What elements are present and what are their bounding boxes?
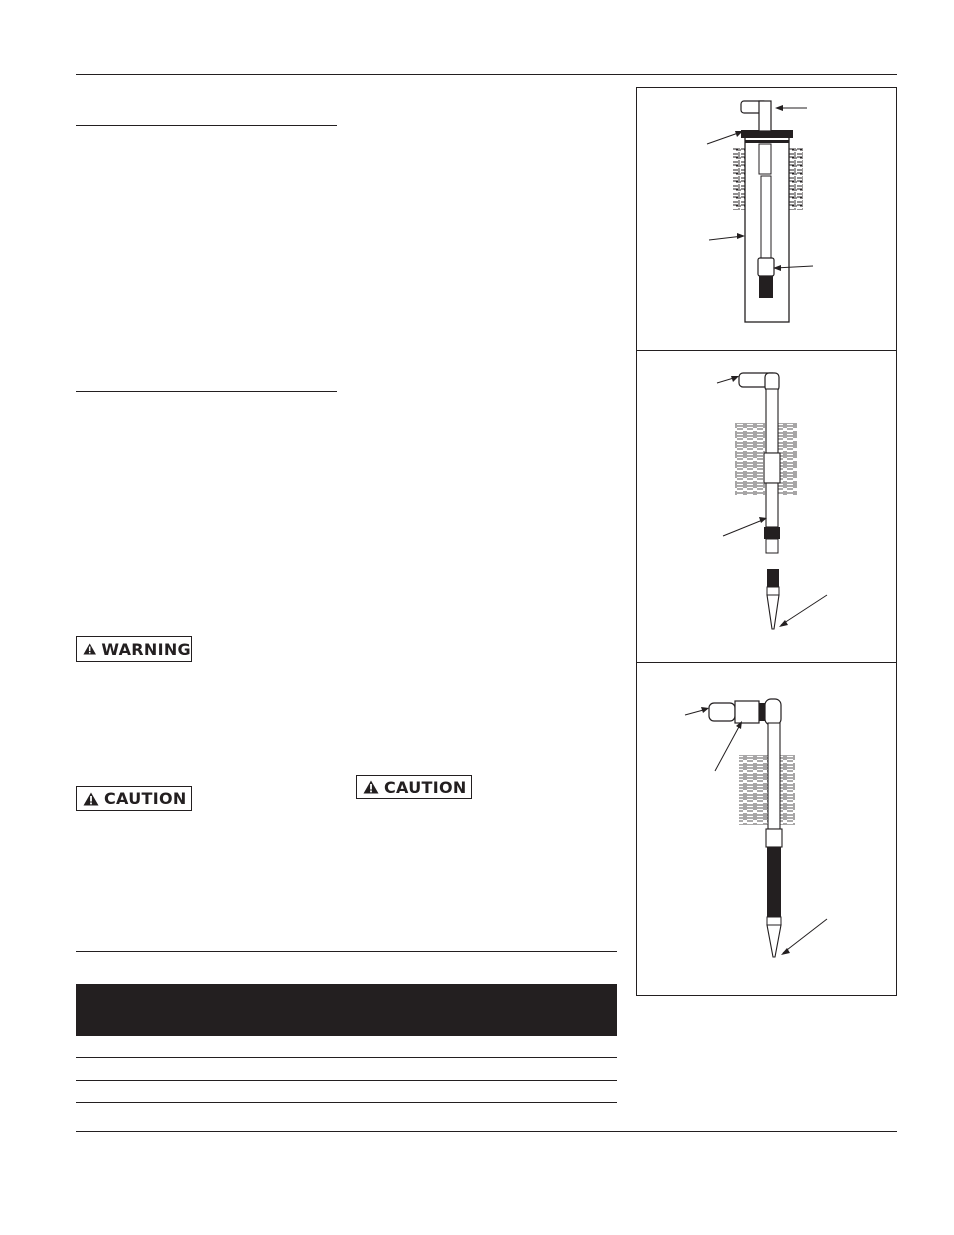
warning-triangle-icon — [363, 780, 379, 794]
caution-label-right: CAUTION — [384, 777, 467, 797]
warning-badge — [76, 636, 192, 662]
figure-well-point-separated — [636, 350, 897, 663]
table-row-rule-3 — [76, 1102, 617, 1103]
assembled-well-illustration — [637, 663, 896, 995]
figure-well-point-assembled — [636, 662, 897, 996]
section-rule-2 — [76, 391, 337, 392]
table-top-rule — [76, 951, 617, 952]
caution-badge-right — [356, 775, 472, 799]
section-rule-1 — [76, 125, 337, 126]
header-rule — [76, 74, 897, 75]
table-row-rule-2 — [76, 1080, 617, 1081]
figure-casing-assembly — [636, 87, 897, 351]
caution-badge-left — [76, 786, 192, 811]
warning-label: WARNING — [101, 639, 191, 659]
table-row-rule-1 — [76, 1057, 617, 1058]
caution-label-left: CAUTION — [104, 789, 187, 808]
warning-triangle-icon — [83, 642, 96, 656]
table-header-band — [76, 984, 617, 1036]
warning-triangle-icon — [83, 792, 99, 806]
casing-illustration — [637, 88, 896, 350]
well-point-illustration — [637, 351, 896, 662]
footer-rule — [76, 1131, 897, 1132]
